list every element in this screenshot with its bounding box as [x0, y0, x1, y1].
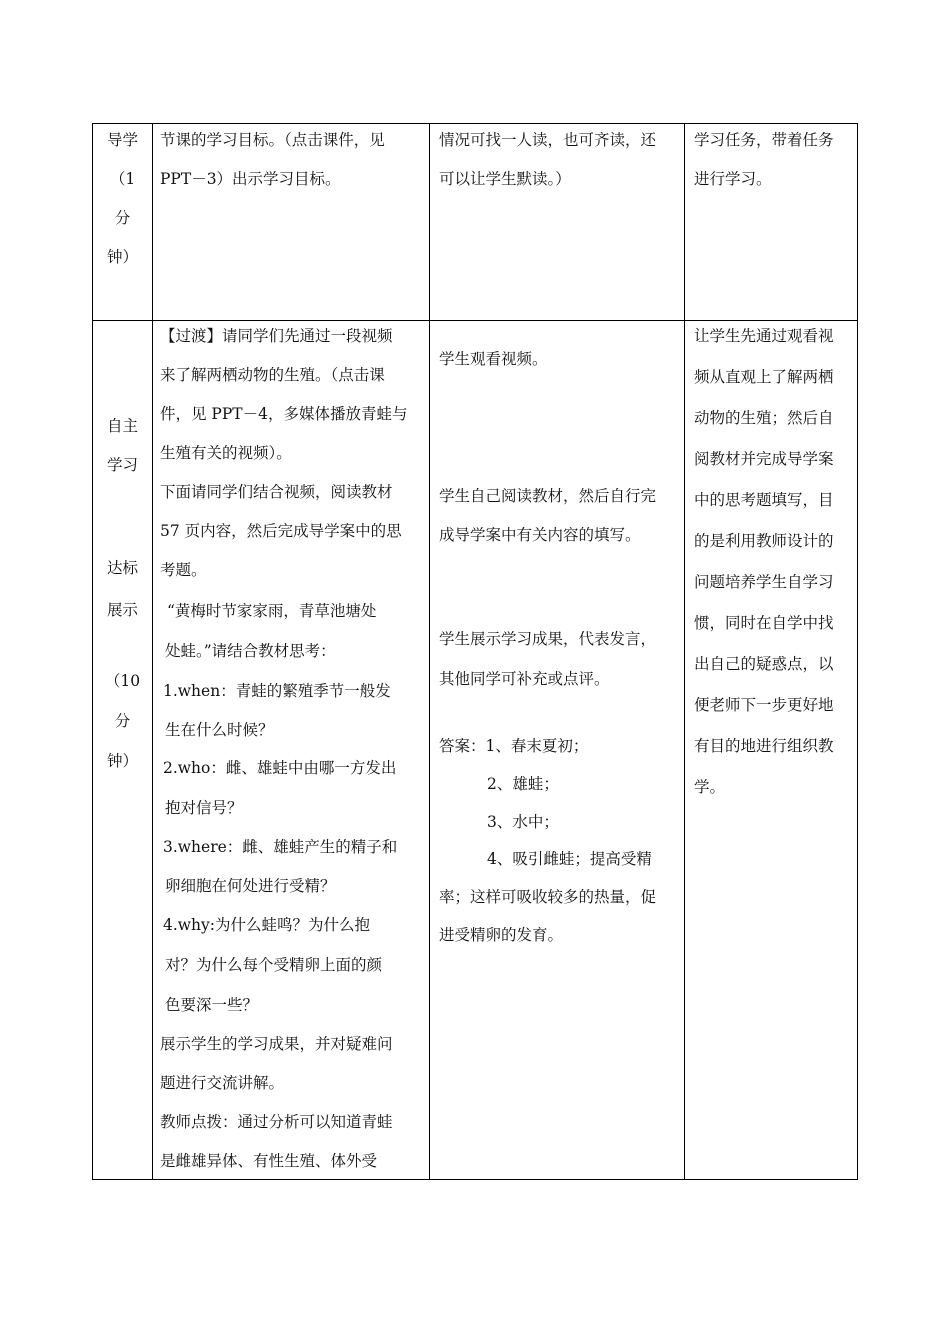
row2-intent-line: 有目的地进行组织教: [694, 737, 834, 755]
row2-intent-line: 动物的生殖；然后自: [694, 409, 834, 427]
row1-stage-line: 导学: [106, 131, 138, 149]
row1-stage-line: 钟）: [106, 248, 138, 266]
row2-student-line: 率；这样可吸收较多的热量，促: [439, 888, 657, 906]
row2-stage-line: （10: [104, 672, 141, 690]
row2-student-line: 4、吸引雌蛙；提高受精: [487, 850, 652, 868]
row2-student-line: 学生展示学习成果，代表发言，: [439, 630, 657, 648]
row2-intent-line: 中的思考题填写，目: [694, 491, 834, 509]
row1-stage-cell: [93, 124, 153, 321]
row1-student-line: 可以让学生默读。）: [439, 170, 571, 188]
row2-intent-line: 阅教材并完成导学案: [694, 450, 834, 468]
row2-intent-line: 频从直观上了解两栖: [694, 368, 834, 386]
row2-teacher-line: “黄梅时节家家雨，青草池塘处: [167, 602, 377, 620]
row2-teacher-cell: [153, 321, 430, 1180]
row2-teacher-line: 生殖有关的视频）。: [160, 444, 292, 462]
row2-teacher-line: 下面请同学们结合视频，阅读教材: [160, 483, 393, 501]
row2-teacher-line: 生在什么时候？: [165, 721, 274, 739]
row2-intent-cell: [685, 321, 858, 1180]
row2-intent-line: 问题培养学生自学习: [694, 573, 834, 591]
row2-teacher-line: 是雌雄异体、有性生殖、体外受: [160, 1152, 378, 1170]
row2-teacher-line: 【过渡】请同学们先通过一段视频: [160, 327, 393, 345]
row2-student-line: 学生自己阅读教材，然后自行完: [439, 487, 657, 505]
row2-teacher-line: 展示学生的学习成果，并对疑难问: [160, 1035, 393, 1053]
lesson-plan-table: [92, 123, 858, 1180]
row1-intent-cell: [685, 124, 858, 321]
row2-student-cell: [430, 321, 685, 1180]
row2-teacher-line: 题进行交流讲解。: [160, 1074, 285, 1092]
row2-intent-line: 让学生先通过观看视: [694, 327, 834, 345]
row2-teacher-line: 来了解两栖动物的生殖。（点击课: [160, 366, 385, 384]
row2-stage-line: 学习: [106, 456, 138, 474]
row2-stage-line: 展示: [106, 601, 138, 619]
row2-teacher-line: 3.where：雌、雄蛙产生的精子和: [163, 838, 398, 856]
row1-teacher-cell: [153, 124, 430, 321]
row2-teacher-line: 对？为什么每个受精卵上面的颜: [165, 956, 383, 974]
row2-teacher-line: 色要深一些？: [165, 996, 259, 1014]
row2-stage-line: 自主: [106, 417, 138, 435]
row2-teacher-line: 2.who：雌、雄蛙中由哪一方发出: [163, 759, 397, 777]
row2-stage-line: 达标: [106, 559, 138, 577]
row1-intent-line: 进行学习。: [694, 170, 772, 188]
row2-student-line: 答案：1、春末夏初；: [439, 737, 589, 755]
row2-intent-line: 的是利用教师设计的: [694, 532, 834, 550]
row2-teacher-line: 57 页内容，然后完成导学案中的思: [160, 522, 402, 540]
row2-teacher-line: 抱对信号？: [165, 799, 243, 817]
row2-student-line: 学生观看视频。: [439, 350, 548, 368]
row2-student-line: 进受精卵的发育。: [439, 926, 564, 944]
row2-teacher-line: 4.why:为什么蛙鸣？为什么抱: [163, 916, 371, 934]
row2-stage-cell: [93, 321, 153, 1180]
row2-teacher-line: 1.when：青蛙的繁殖季节一般发: [163, 682, 391, 700]
row1-teacher-line: PPT－3）出示学习目标。: [160, 170, 341, 188]
row2-teacher-line: 处蛙。”请结合教材思考：: [165, 642, 336, 660]
row2-teacher-line: 卵细胞在何处进行受精？: [165, 877, 336, 895]
row2-student-line: 2、雄蛙；: [487, 775, 559, 793]
row1-student-cell: [430, 124, 685, 321]
row2-teacher-line: 件，见 PPT－4，多媒体播放青蛙与: [160, 405, 408, 423]
row2-intent-line: 出自己的疑惑点，以: [694, 655, 834, 673]
row2-intent-line: 学。: [694, 778, 726, 796]
row2-student-line: 3、水中；: [487, 813, 559, 831]
row2-stage-line: 钟）: [106, 752, 138, 770]
row2-teacher-line: 教师点拨：通过分析可以知道青蛙: [160, 1113, 393, 1131]
row2-stage-line: 分: [114, 712, 131, 730]
row1-stage-line: （1: [109, 170, 136, 188]
row1-student-line: 情况可找一人读，也可齐读，还: [439, 131, 657, 149]
row2-intent-line: 便老师下一步更好地: [694, 696, 834, 714]
row2-student-line: 成导学案中有关内容的填写。: [439, 526, 641, 544]
row2-intent-line: 惯，同时在自学中找: [694, 614, 834, 632]
row2-teacher-line: 考题。: [160, 561, 207, 579]
row1-intent-line: 学习任务，带着任务: [694, 131, 834, 149]
row1-stage-line: 分: [114, 209, 131, 227]
row2-student-line: 其他同学可补充或点评。: [439, 670, 610, 688]
row1-teacher-line: 节课的学习目标。（点击课件，见: [160, 131, 385, 149]
